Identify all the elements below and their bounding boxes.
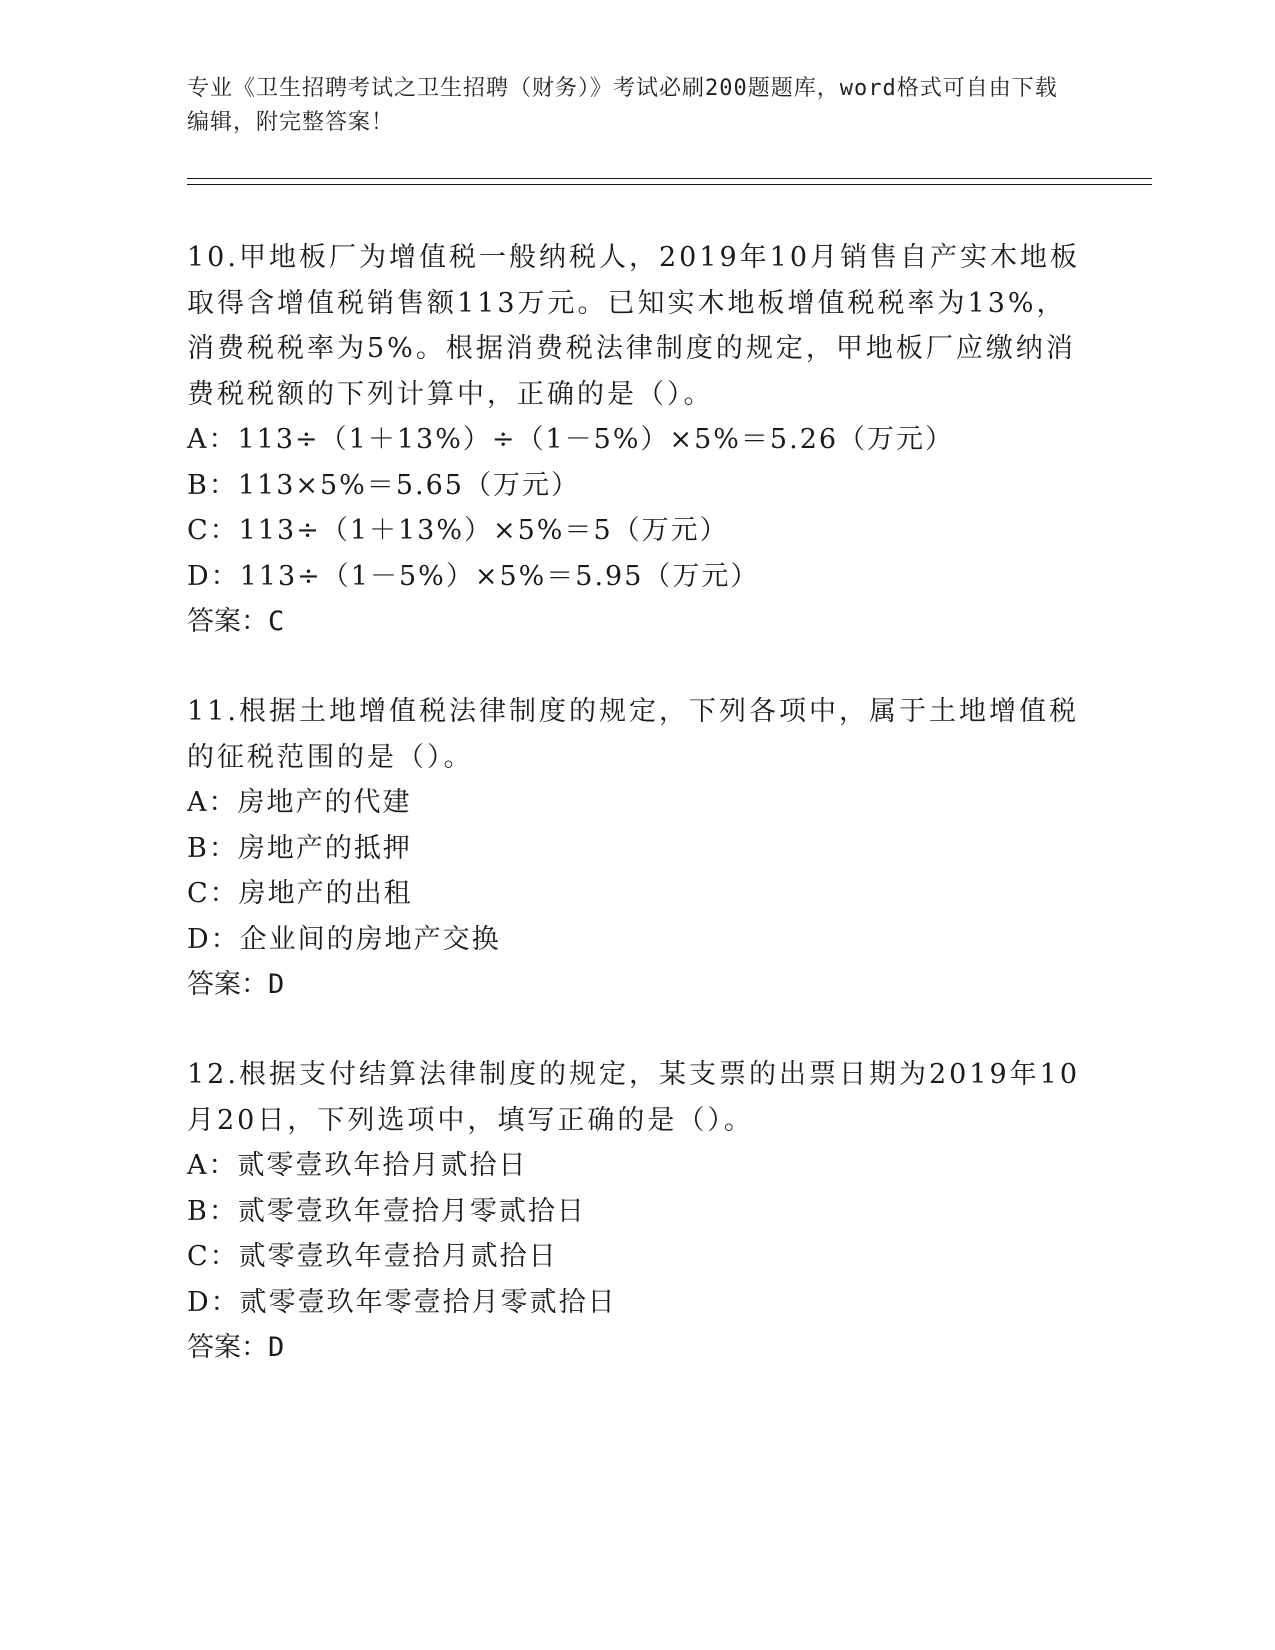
option-d: D：113÷（1－5%）×5%＝5.95（万元） [187, 560, 760, 592]
answer-line: 答案：D [187, 1332, 285, 1363]
option-c: C：房地产的出租 [187, 878, 413, 909]
answer-line: 答案：C [187, 606, 285, 637]
option-d: D：贰零壹玖年零壹拾月零贰拾日 [187, 1286, 617, 1318]
question-12 [187, 1052, 1087, 1371]
answer-line: 答案：D [187, 969, 285, 1000]
option-b: B：贰零壹玖年壹拾月零贰拾日 [187, 1195, 586, 1227]
document-header: 专业《卫生招聘考试之卫生招聘（财务）》考试必刷200题题库，word格式可自由下载编辑，附完整答案！ [187, 76, 1058, 135]
header-divider-top [187, 178, 1152, 179]
option-d: D：企业间的房地产交换 [187, 923, 501, 955]
option-a: A：房地产的代建 [187, 787, 412, 818]
header-divider-bottom [187, 184, 1152, 185]
question-stem: 12.根据支付结算法律制度的规定，某支票的出票日期为2019年10月20日，下列选项中，填写正确的是（）。 [187, 1059, 1081, 1136]
option-b: B：房地产的抵押 [187, 832, 412, 864]
option-b: B：113×5%＝5.65（万元） [187, 469, 580, 501]
option-c: C：贰零壹玖年壹拾月贰拾日 [187, 1241, 558, 1272]
option-a: A：113÷（1＋13%）÷（1－5%）×5%＝5.26（万元） [187, 424, 955, 455]
question-stem: 10.甲地板厂为增值税一般纳税人，2019年10月销售自产实木地板取得含增值税销售额113万元。已知实木地板增值税税率为13%，消费税税率为5%。根据消费税法律制度的规定，甲地板厂应缴纳消费税税额的下列计算中，正确的是（）。 [187, 242, 1081, 410]
question-stem: 11.根据土地增值税法律制度的规定，下列各项中，属于土地增值税的征税范围的是（）。 [187, 696, 1079, 773]
question-11 [187, 689, 1087, 1008]
option-a: A：贰零壹玖年拾月贰拾日 [187, 1150, 528, 1181]
question-10 [187, 235, 1087, 645]
option-c: C：113÷（1＋13%）×5%＝5（万元） [187, 515, 729, 546]
